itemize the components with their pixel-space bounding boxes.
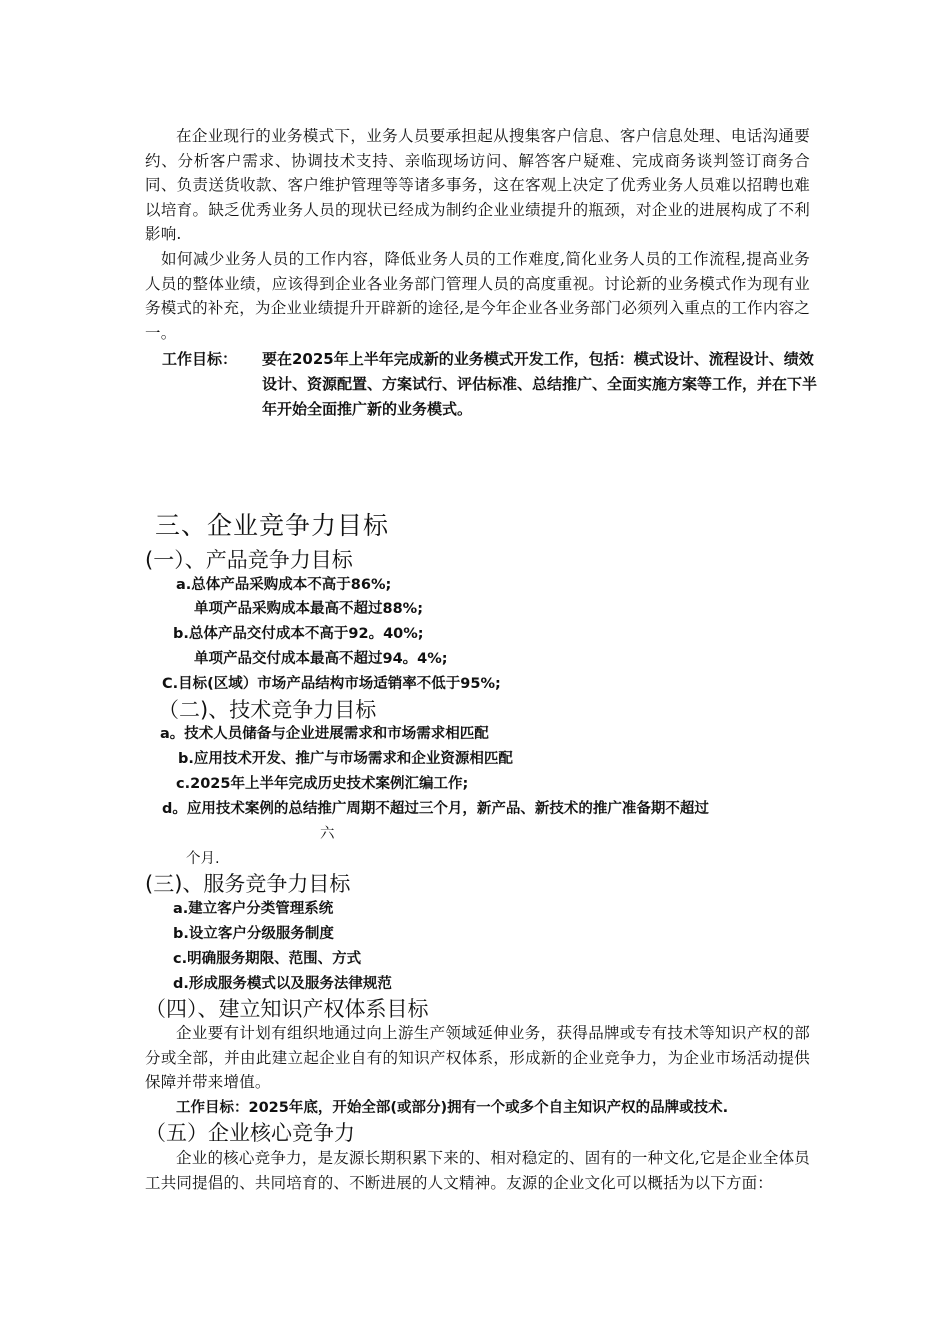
- list-item: a.总体产品采购成本不高于86%;: [176, 577, 392, 593]
- list-item: d.形成服务模式以及服务法律规范: [173, 976, 392, 992]
- subsection-4-paragraph: 企业要有计划有组织地通过向上游生产领域延伸业务，获得品牌或专有技术等知识产权的部分或全部，并由此建立起企业自有的知识产权体系，形成新的企业竞争力，为企业市场活动提供保障并带来增值。: [145, 1024, 810, 1091]
- intro-paragraph-1: 在企业现行的业务模式下，业务人员要承担起从搜集客户信息、客户信息处理、电话沟通要约、分析客户需求、协调技术支持、亲临现场访问、解答客户疑难、完成商务谈判签订商务合同、负责送货收款、客户维护管理等等诸多事务，这在客观上决定了优秀业务人员难以招聘也难以培育。缺乏优秀业务人员的现状已经成为制约企业业绩提升的瓶颈，对企业的进展构成了不利影响.: [145, 127, 810, 243]
- list-item: c.2025年上半年完成历史技术案例汇编工作;: [176, 776, 469, 792]
- intro-paragraph-2: 如何减少业务人员的工作内容，降低业务人员的工作难度,简化业务人员的工作流程,提高业务人员的整体业绩，应该得到企业各业务部门管理人员的高度重视。讨论新的业务模式作为现有业务模式的补充，为企业业绩提升开辟新的途径,是今年企业各业务部门必须列入重点的工作内容之一。: [145, 250, 810, 342]
- subsection-5-paragraph: 企业的核心竞争力，是友源长期积累下来的、相对稳定的、固有的一种文化,它是企业全体员工共同提倡的、共同培育的、不断进展的人文精神。友源的企业文化可以概括为以下方面：: [145, 1149, 810, 1192]
- list-item-continuation: 六: [320, 826, 335, 842]
- list-item: c.明确服务期限、范围、方式: [173, 951, 362, 967]
- list-item: b.应用技术开发、推广与市场需求和企业资源相匹配: [178, 751, 513, 767]
- list-item: b.总体产品交付成本不高于92。40%;: [173, 626, 424, 642]
- section-3-heading: 三、企业竞争力目标: [155, 511, 390, 540]
- subsection-3-heading: (三)、服务竞争力目标: [145, 872, 351, 896]
- list-item: 单项产品交付成本最高不超过94。4%;: [194, 651, 448, 667]
- subsection-4-heading: （四）、建立知识产权体系目标: [145, 997, 429, 1021]
- list-item: C.目标(区域）市场产品结构市场适销率不低于95%;: [162, 676, 501, 692]
- list-item-continuation: 个月.: [186, 851, 220, 867]
- subsection-5-heading: （五）企业核心竞争力: [145, 1121, 355, 1145]
- list-item: b.设立客户分级服务制度: [173, 926, 334, 942]
- subsection-4-goal: 工作目标：2025年底，开始全部(或部分)拥有一个或多个自主知识产权的品牌或技术.: [176, 1100, 729, 1116]
- list-item: a。技术人员储备与企业进展需求和市场需求相匹配: [160, 726, 489, 742]
- subsection-1-heading: (一）、产品竞争力目标: [145, 548, 353, 572]
- list-item: 单项产品采购成本最高不超过88%;: [194, 601, 424, 617]
- work-goal-label: 工作目标：: [162, 350, 238, 368]
- work-goal-text: 要在2025年上半年完成新的业务模式开发工作，包括：模式设计、流程设计、绩效设计、资源配置、方案试行、评估标准、总结推广、全面实施方案等工作，并在下半年开始全面推广新的业务模式。: [262, 350, 818, 418]
- list-item: a.建立客户分类管理系统: [173, 901, 334, 917]
- list-item: d。应用技术案例的总结推广周期不超过三个月，新产品、新技术的推广准备期不超过: [162, 801, 709, 817]
- subsection-2-heading: （二)、技术竞争力目标: [158, 698, 377, 722]
- work-goal-block: [162, 347, 822, 427]
